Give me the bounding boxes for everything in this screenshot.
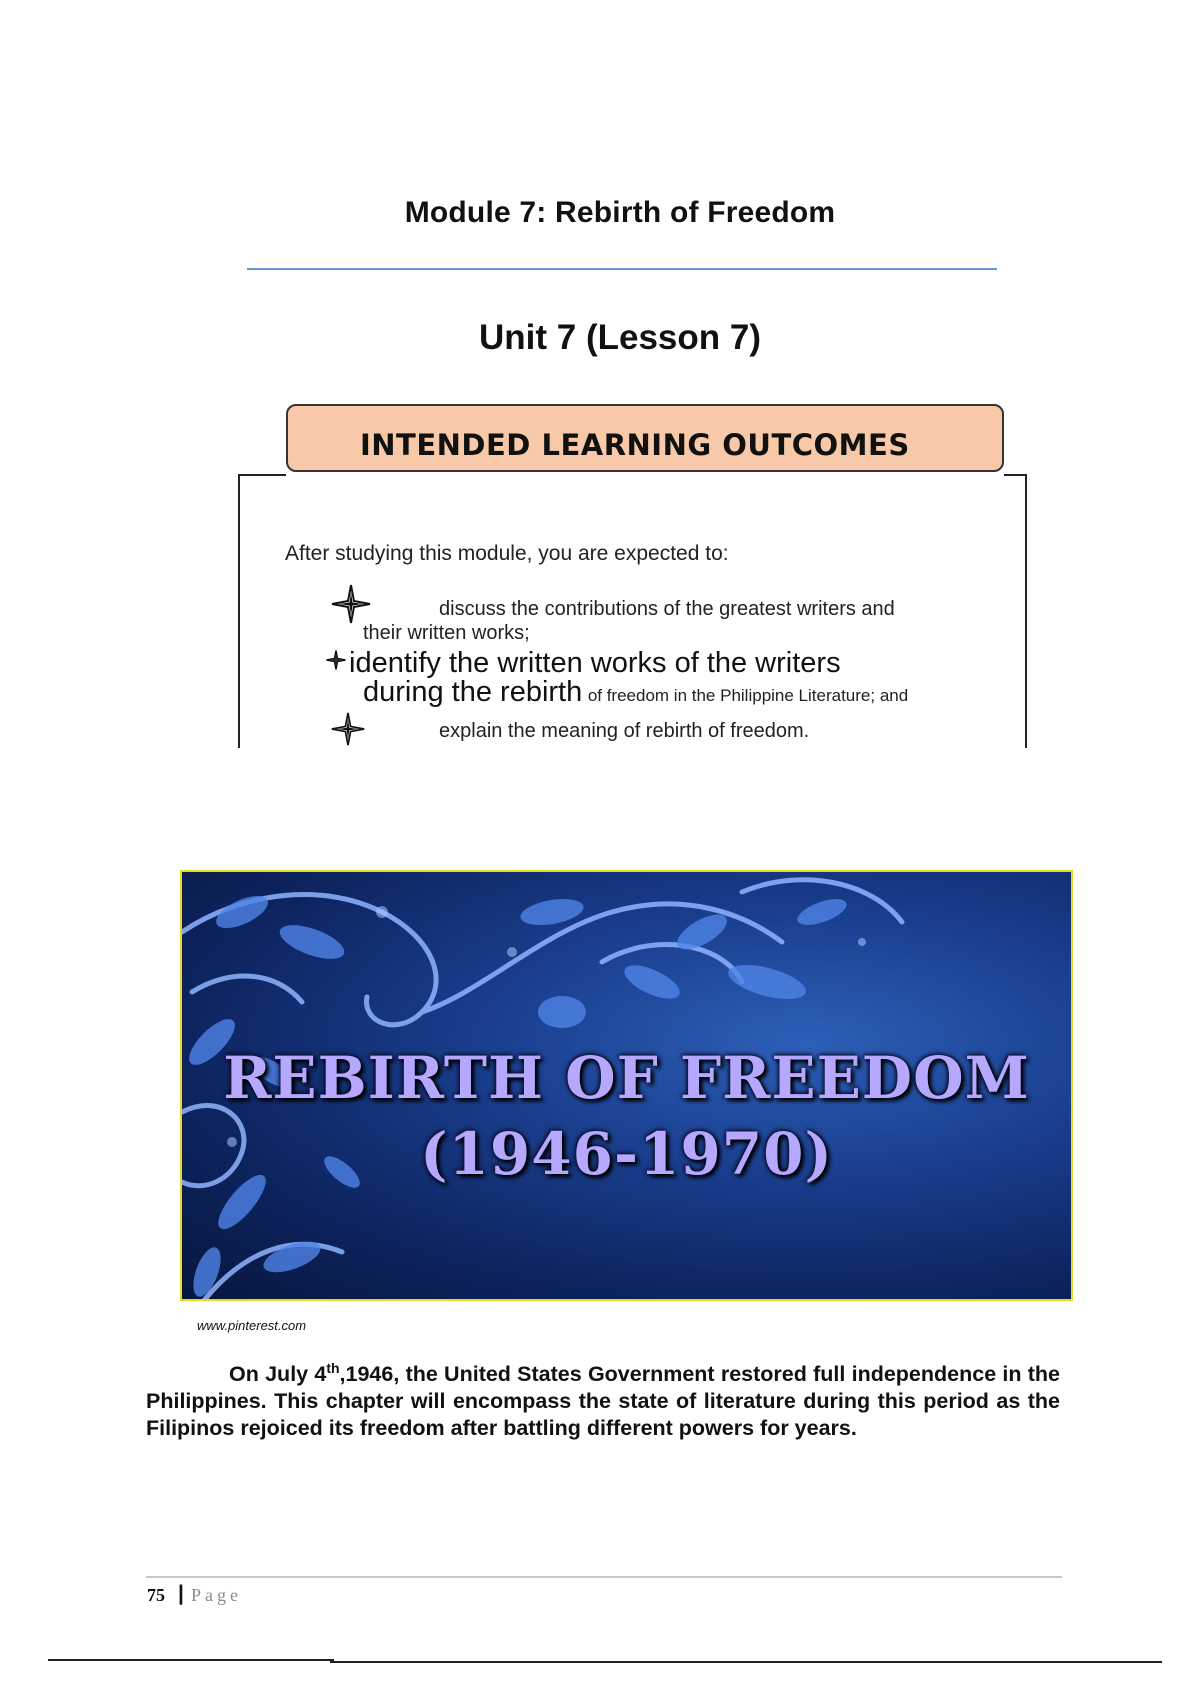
bottom-divider xyxy=(330,1661,1162,1663)
module-title: Module 7: Rebirth of Freedom xyxy=(404,196,836,229)
intro-text-start: On July 4 xyxy=(229,1362,327,1386)
learning-outcomes-header xyxy=(286,404,1004,472)
four-point-star-icon xyxy=(326,650,346,670)
footer-divider xyxy=(146,1576,1062,1578)
image-source-credit: www.pinterest.com xyxy=(197,1318,307,1333)
banner-title: REBIRTH OF FREEDOM xyxy=(223,1044,1030,1112)
intro-paragraph xyxy=(146,1361,1060,1442)
title-divider xyxy=(247,268,997,270)
objective-3-line-1: explain the meaning of rebirth of freedom. xyxy=(439,720,810,742)
outcomes-box-border-right xyxy=(1025,474,1027,748)
objective-1-line-2: their written works; xyxy=(363,622,530,644)
objective-2-line-1: identify the written works of the writers xyxy=(349,647,841,679)
unit-title: Unit 7 (Lesson 7) xyxy=(479,318,761,357)
outcomes-box-border-top xyxy=(1004,474,1026,476)
outcomes-box-border-left xyxy=(238,474,240,748)
rebirth-of-freedom-banner xyxy=(180,870,1073,1301)
objective-2-line-2-emphasis: during the rebirth xyxy=(363,676,583,708)
ordinal-suffix: th xyxy=(326,1359,340,1376)
objective-1-line-1: discuss the contributions of the greatest writers and xyxy=(439,598,895,620)
page-number: 75 xyxy=(147,1585,165,1605)
page-label: Page xyxy=(191,1585,242,1605)
objective-2-line-2-rest: of freedom in the Philippine Literature; and xyxy=(587,686,909,705)
learning-outcomes-heading: INTENDED LEARNING OUTCOMES xyxy=(360,428,910,462)
bottom-divider xyxy=(48,1659,334,1661)
page-separator: | xyxy=(178,1582,184,1605)
intro-text-rest: ,1946, the United States Government restored full independence in the Philippines. This chapter will encompass the state of literature during this period as the Filipinos rejoiced its freedom after battling different powers for years. xyxy=(146,1362,1060,1440)
objective-2-line-2 xyxy=(363,676,908,709)
four-point-star-icon xyxy=(331,584,371,624)
banner-years: (1946-1970) xyxy=(420,1120,833,1188)
outcomes-box-border-top xyxy=(238,474,286,476)
outcomes-intro: After studying this module, you are expected to: xyxy=(285,542,729,565)
four-point-star-icon xyxy=(331,712,365,746)
